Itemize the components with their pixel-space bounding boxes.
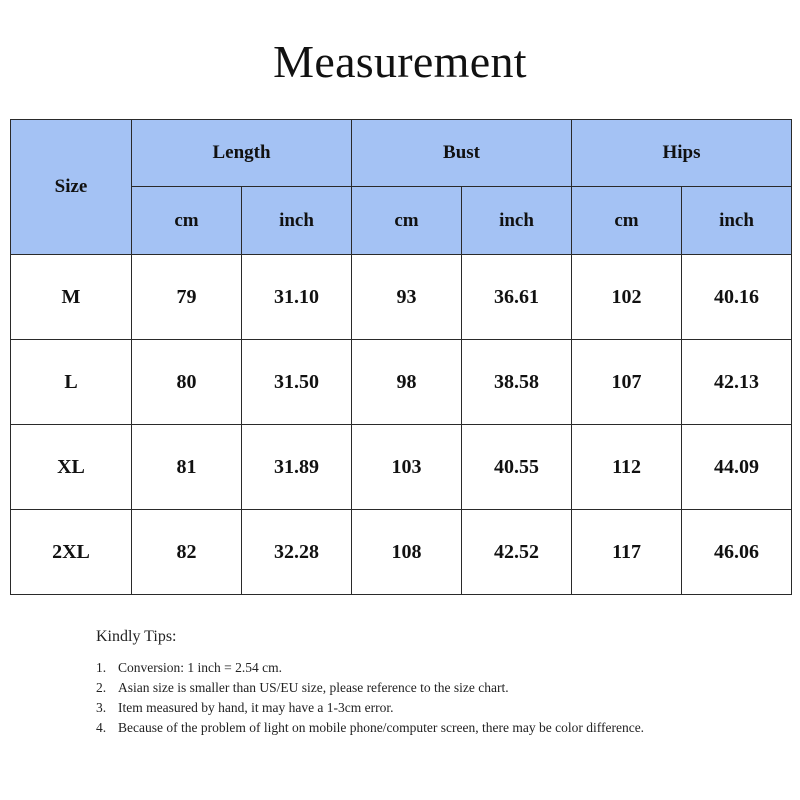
table-cell: 46.06 — [682, 510, 792, 595]
table-cell: 79 — [132, 255, 242, 340]
unit-header: cm — [352, 187, 462, 255]
unit-header: cm — [132, 187, 242, 255]
size-chart-table — [10, 119, 792, 595]
table-cell: 42.13 — [682, 340, 792, 425]
table-row — [11, 425, 792, 510]
size-cell: L — [11, 340, 132, 425]
tips-list — [96, 658, 676, 738]
tip-text: Conversion: 1 inch = 2.54 cm. — [118, 660, 282, 675]
tip-number: 4. — [96, 720, 107, 735]
table-cell: 42.52 — [462, 510, 572, 595]
tip-number: 2. — [96, 680, 107, 695]
tip-number: 1. — [96, 660, 107, 675]
table-cell: 117 — [572, 510, 682, 595]
hips-group-header: Hips — [572, 120, 792, 187]
table-cell: 31.10 — [242, 255, 352, 340]
unit-header: cm — [572, 187, 682, 255]
table-cell: 31.89 — [242, 425, 352, 510]
table-cell: 40.16 — [682, 255, 792, 340]
table-row — [11, 255, 792, 340]
size-cell: 2XL — [11, 510, 132, 595]
unit-header: inch — [682, 187, 792, 255]
page-title: Measurement — [273, 36, 527, 87]
table-cell: 107 — [572, 340, 682, 425]
kindly-tips — [96, 628, 676, 738]
table-cell: 32.28 — [242, 510, 352, 595]
table-cell: 81 — [132, 425, 242, 510]
tip-number: 3. — [96, 700, 107, 715]
table-cell: 102 — [572, 255, 682, 340]
bust-group-header: Bust — [352, 120, 572, 187]
unit-header: inch — [242, 187, 352, 255]
table-cell: 108 — [352, 510, 462, 595]
table-cell: 40.55 — [462, 425, 572, 510]
table-cell: 31.50 — [242, 340, 352, 425]
table-row — [11, 340, 792, 425]
tip-item — [96, 658, 676, 678]
table-cell: 93 — [352, 255, 462, 340]
table-cell: 38.58 — [462, 340, 572, 425]
table-header-row — [11, 120, 792, 187]
table-cell: 36.61 — [462, 255, 572, 340]
table-cell: 44.09 — [682, 425, 792, 510]
tip-text: Item measured by hand, it may have a 1-3cm error. — [118, 700, 394, 715]
table-row — [11, 510, 792, 595]
table-cell: 80 — [132, 340, 242, 425]
size-cell: M — [11, 255, 132, 340]
unit-header: inch — [462, 187, 572, 255]
length-group-header: Length — [132, 120, 352, 187]
table-cell: 98 — [352, 340, 462, 425]
tip-text: Because of the problem of light on mobile phone/computer screen, there may be color difference. — [118, 720, 645, 735]
tip-text: Asian size is smaller than US/EU size, please reference to the size chart. — [118, 680, 509, 695]
tip-item — [96, 698, 676, 718]
tips-title: Kindly Tips: — [96, 628, 177, 645]
tip-item — [96, 718, 676, 738]
table-cell: 103 — [352, 425, 462, 510]
tip-item — [96, 678, 676, 698]
size-column-header: Size — [11, 120, 132, 255]
table-cell: 112 — [572, 425, 682, 510]
table-cell: 82 — [132, 510, 242, 595]
size-cell: XL — [11, 425, 132, 510]
